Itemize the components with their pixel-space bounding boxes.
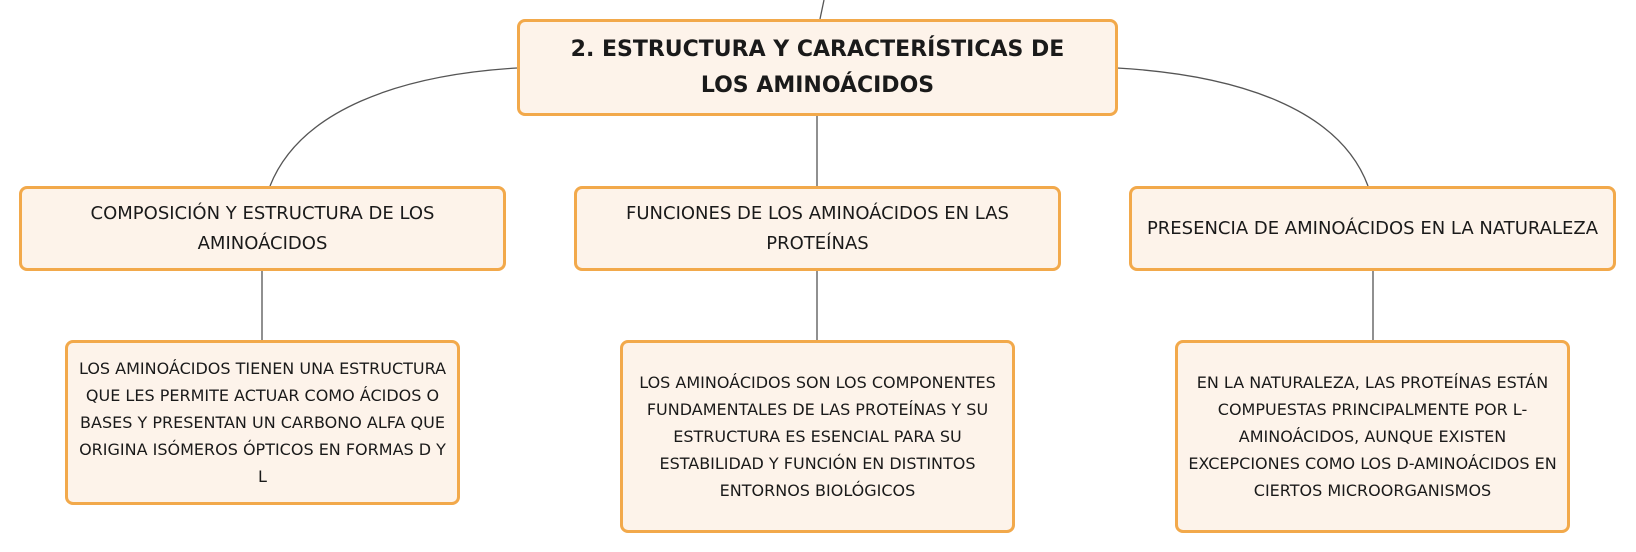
branch-node-composicion[interactable] bbox=[19, 186, 506, 271]
detail-node-composicion[interactable] bbox=[65, 340, 460, 505]
detail-text-funciones: LOS AMINOÁCIDOS SON LOS COMPONENTES FUNDAMENTALES DE LAS PROTEÍNAS Y SU ESTRUCTURA ES ESENCIAL PARA SU ESTABILIDAD Y FUNCIÓN EN DISTINTOS ENTORNOS BIOLÓGICOS bbox=[639, 373, 996, 500]
detail-text-presencia: EN LA NATURALEZA, LAS PROTEÍNAS ESTÁN COMPUESTAS PRINCIPALMENTE POR L-AMINOÁCIDOS, AUNQUE EXISTEN EXCEPCIONES COMO LOS D-AMINOÁCIDOS EN CIERTOS MICROORGANISMOS bbox=[1188, 373, 1557, 500]
detail-node-presencia[interactable] bbox=[1175, 340, 1570, 533]
branch-label-presencia: PRESENCIA DE AMINOÁCIDOS EN LA NATURALEZA bbox=[1146, 217, 1599, 239]
branch-label-composicion: COMPOSICIÓN Y ESTRUCTURA DE LOS AMINOÁCIDOS bbox=[90, 202, 435, 254]
connector-root-to-branch-3 bbox=[1117, 68, 1368, 186]
connector-root-to-branch-1 bbox=[270, 68, 517, 186]
branch-node-funciones[interactable] bbox=[574, 186, 1061, 271]
detail-text-composicion: LOS AMINOÁCIDOS TIENEN UNA ESTRUCTURA QUE LES PERMITE ACTUAR COMO ÁCIDOS O BASES Y PRESENTAN UN CARBONO ALFA QUE ORIGINA ISÓMEROS ÓPTICOS EN FORMAS D Y L bbox=[78, 359, 447, 486]
branch-label-funciones: FUNCIONES DE LOS AMINOÁCIDOS EN LAS PROTEÍNAS bbox=[626, 202, 1009, 254]
detail-node-funciones[interactable] bbox=[620, 340, 1015, 533]
root-topic-label: 2. ESTRUCTURA Y CARACTERÍSTICAS DE LOS AMINOÁCIDOS bbox=[570, 36, 1065, 98]
root-topic-node[interactable] bbox=[517, 19, 1118, 116]
branch-node-presencia[interactable] bbox=[1129, 186, 1616, 271]
connector-parent-to-root bbox=[820, 0, 824, 19]
